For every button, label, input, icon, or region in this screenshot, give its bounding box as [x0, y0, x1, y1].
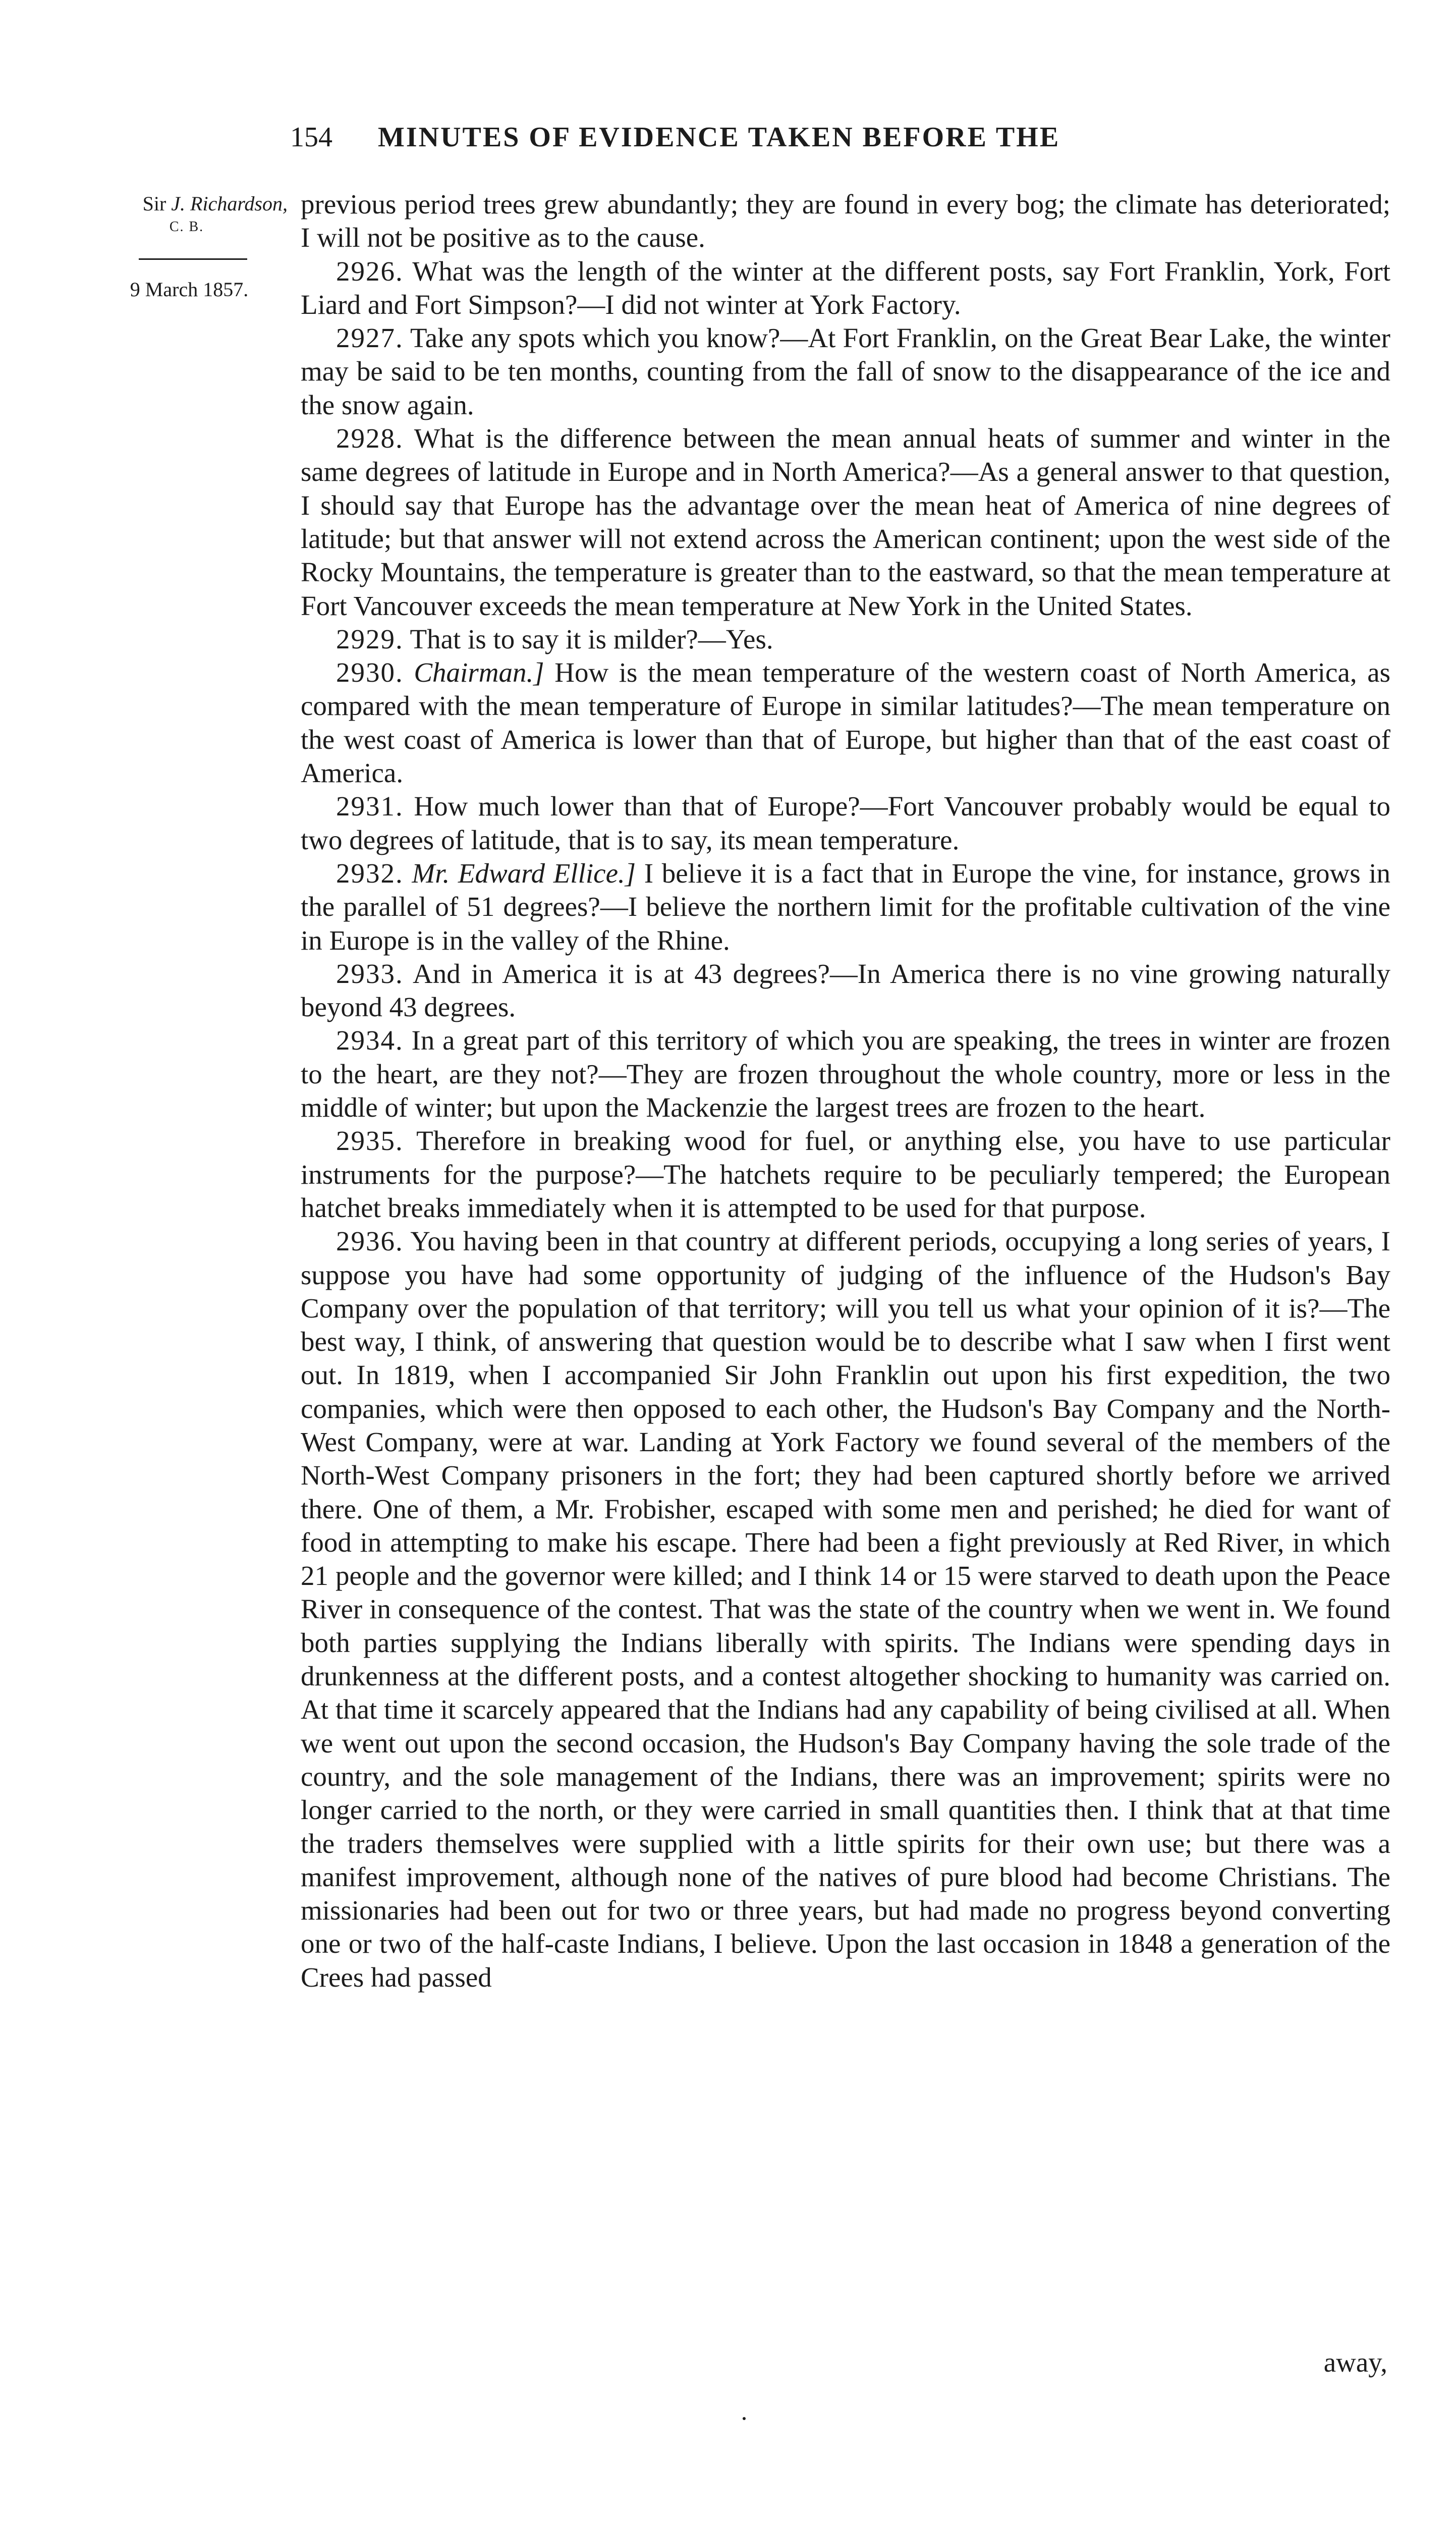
- question-text: What is the difference between the mean annual heats of summer and winter in the same degrees of latitude in Europe and in North America?—As a general answer to that question, I should say that Europe has the advantage over the mean heat of America of nine degrees of latitude; but that answer will not extend across the American continent; upon the west side of the Rocky Mountains, the temperature is greater than to the eastward, so that the mean temperature at Fort Vancouver exceeds the mean temperature at New York in the United States.: [301, 423, 1390, 621]
- question-text: How is the mean temperature of the western coast of North America, as compared with the mean temperature of Europe in similar latitudes?—The mean temperature on the west coast of America is lower than that of Europe, but higher than that of the east coast of America.: [301, 657, 1391, 789]
- question-paragraph: [301, 1225, 1390, 1994]
- sidenote-divider: [139, 258, 247, 260]
- printer-dot: [743, 2417, 746, 2420]
- question-paragraph: [301, 1124, 1390, 1225]
- question-number: 2931.: [336, 791, 404, 822]
- question-paragraph: [301, 422, 1390, 623]
- question-text: Take any spots which you know?—At Fort Franklin, on the Great Bear Lake, the winter may be said to be ten months, counting from the fall of snow to the disappearance of the ice and the snow again.: [301, 322, 1390, 420]
- question-number: 2936.: [336, 1226, 404, 1257]
- question-text: I believe it is a fact that in Europe the vine, for instance, grows in the parallel of 51 degrees?—I believe the northern limit for the profitable cultivation of the vine in Europe is in the valley of the Rhine.: [301, 857, 1391, 956]
- witness-honours: C. B.: [169, 219, 204, 235]
- question-number: 2935.: [336, 1125, 404, 1157]
- witness-name: [86, 192, 288, 216]
- question-text: What was the length of the winter at the different posts, say Fort Franklin, York, Fort Liard and Fort Simpson?—I did not winter at York Factory.: [301, 255, 1390, 320]
- question-number: 2932.: [336, 857, 404, 889]
- running-header: [290, 121, 1450, 153]
- question-text: In a great part of this territory of which you are speaking, the trees in winter are frozen to the heart, are they not?—They are frozen throughout the whole country, more or less in the middle of winter; but upon the Mackenzie the largest trees are frozen to the heart.: [301, 1025, 1391, 1123]
- question-number: 2926.: [336, 255, 404, 287]
- running-title: MINUTES OF EVIDENCE TAKEN BEFORE THE: [378, 122, 1060, 153]
- question-number: 2934.: [336, 1025, 404, 1056]
- question-paragraph: [301, 623, 1390, 656]
- evidence-date: 9 March 1857.: [130, 278, 249, 301]
- question-number: 2933.: [336, 958, 404, 989]
- question-paragraph: [301, 255, 1390, 322]
- paragraph-continued: previous period trees grew abundantly; they are found in every bog; the climate has deteriorated; I will not be positive as to the cause.: [301, 189, 1390, 253]
- question-paragraph: [301, 656, 1390, 790]
- question-number: 2929.: [336, 623, 404, 654]
- question-paragraph: [301, 790, 1390, 857]
- question-number: 2928.: [336, 423, 404, 454]
- speaker-label: Chairman.]: [414, 657, 544, 688]
- question-paragraph: [301, 1024, 1390, 1124]
- question-number: 2927.: [336, 322, 404, 354]
- page-number: 154: [290, 122, 332, 153]
- question-paragraph: [301, 857, 1390, 957]
- question-text: And in America it is at 43 degrees?—In America there is no vine growing naturally beyond 43 degrees.: [301, 958, 1390, 1023]
- evidence-body: [301, 188, 1390, 1994]
- speaker-label: Mr. Edward Ellice.]: [412, 857, 636, 889]
- question-paragraph: [301, 321, 1390, 422]
- question-number: 2930.: [336, 657, 404, 688]
- question-text: That is to say it is milder?—Yes.: [410, 623, 773, 654]
- question-paragraph: [301, 957, 1390, 1024]
- question-text: Therefore in breaking wood for fuel, or anything else, you have to use particular instruments for the purpose?—The hatchets require to be peculiarly tempered; the European hatchet breaks immediately when it is attempted to be used for that purpose.: [301, 1125, 1390, 1223]
- catchword: away,: [1323, 2347, 1387, 2378]
- question-text: You having been in that country at different periods, occupying a long series of years, I suppose you have had some opportunity of judging of the influence of the Hudson's Bay Company over the population of that territory; will you tell us what your opinion of it is?—The best way, I think, of answering that question would be to describe what I saw when I first went out. In 1819, when I accompanied Sir John Franklin out upon his first expedition, the two companies, which were then opposed to each other, the Hudson's Bay Company and the North-West Company, were at war. Landing at York Factory we found several of the members of the North-West Company prisoners in the fort; they had been captured shortly before we arrived there. One of them, a Mr. Frobisher, escaped with some men and perished; he died for want of food in attempting to make his escape. There had been a fight previously at Red River, in which 21 people and the governor were killed; and I think 14 or 15 were starved to death upon the Peace River in consequence of the contest. That was the state of the country when we went in. We found both parties supplying the Indians liberally with spirits. The Indians were spending days in drunkenness at the different posts, and a contest altogether shocking to humanity was carried on. At that time it scarcely appeared that the Indians had any capability of being civilised at all. When we went out upon the second occasion, the Hudson's Bay Company having the sole trade of the country, and the sole management of the Indians, there was an improvement; spirits were no longer carried to the north, or they were carried in small quantities then. I think that at that time the traders themselves were supplied with a little spirits for their own use; but there was a manifest improvement, although none of the natives of pure blood had become Christians. The missionaries had been out for two or three years, but had made no progress beyond converting one or two of the half-caste Indians, I believe. Upon the last occasion in 1848 a generation of the Crees had passed: [301, 1226, 1390, 1993]
- question-text: How much lower than that of Europe?—Fort Vancouver probably would be equal to two degrees of latitude, that is to say, its mean temperature.: [301, 791, 1391, 855]
- witness-name-title: Sir: [142, 192, 166, 215]
- witness-name-surname: J. Richardson,: [171, 192, 288, 215]
